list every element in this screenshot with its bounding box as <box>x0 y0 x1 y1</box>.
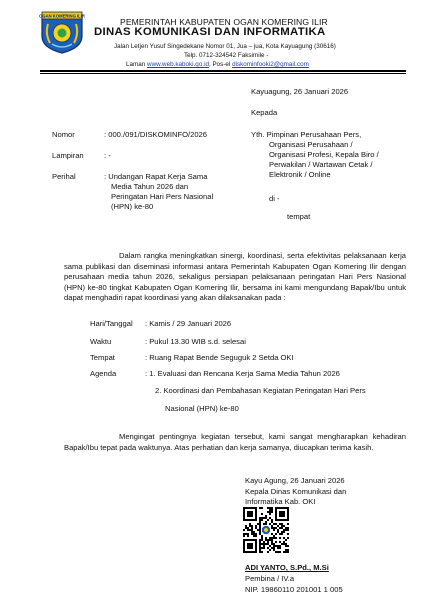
qr-module <box>285 551 287 553</box>
qr-module <box>271 533 273 535</box>
qr-module <box>263 517 265 519</box>
qr-module <box>247 529 249 531</box>
qr-module <box>257 529 259 531</box>
qr-module <box>277 551 279 553</box>
qr-module <box>269 507 271 509</box>
letterhead-web <box>126 60 309 70</box>
qr-module <box>275 541 277 543</box>
qr-module <box>249 529 251 531</box>
recipient-line-4: Perwakilan / Wartawan Cetak / <box>269 160 373 169</box>
qr-module <box>263 543 265 545</box>
qr-module <box>275 533 277 535</box>
schedule-place-value: : Ruang Rapat Bende Seguguk 2 Setda OKI <box>145 353 294 362</box>
qr-module <box>287 527 289 529</box>
qr-module <box>259 521 261 523</box>
qr-module <box>287 549 289 551</box>
qr-module <box>261 539 263 541</box>
qr-module <box>249 523 251 525</box>
qr-module <box>265 523 267 525</box>
qr-module <box>245 525 247 527</box>
qr-module <box>271 509 273 511</box>
qr-module <box>247 533 249 535</box>
qr-module <box>277 529 279 531</box>
kepada-label: Kepada <box>251 108 278 117</box>
qr-module <box>259 543 261 545</box>
qr-module <box>261 519 263 521</box>
qr-module <box>275 523 277 525</box>
qr-module <box>265 515 267 517</box>
signature-title-line-2: Informatika Kab. OKI <box>245 497 316 506</box>
logo-banner-text: OGAN KOMERING ILIR <box>39 13 85 19</box>
qr-module <box>271 527 273 529</box>
qr-module <box>259 549 261 551</box>
website-link[interactable]: www.web.kaboki.go.id <box>147 61 209 68</box>
schedule-time-label: Waktu <box>90 337 112 346</box>
qr-module <box>259 507 261 509</box>
qr-module <box>279 533 281 535</box>
qr-module <box>285 545 287 547</box>
letterhead-phone: Telp. 0712-324542 Faksimile - <box>184 52 269 59</box>
web-prefix: Laman <box>126 61 148 68</box>
agenda-item-1: : 1. Evaluasi dan Rencana Kerja Sama Media Tahun 2026 <box>145 369 340 378</box>
di-label: di - <box>269 194 280 203</box>
perihal-label: Perihal <box>52 172 76 181</box>
qr-module <box>251 529 253 531</box>
qr-module <box>283 541 285 543</box>
qr-module <box>259 545 261 547</box>
qr-module <box>271 511 273 513</box>
qr-module <box>259 531 261 533</box>
body-paragraph-1: Dalam rangka meningkatkan sinergi, koordinasi, serta efektivitas pelaksanaan kerja sama publikasi dan diseminasi informasi antara Pemerintah Kabupaten Ogan Komering Ilir dengan perusahaan media tahun 2026, sekaligus persiapan pelaksanaan peringatan Hari Pers Nasional (HPN) ke-80 tingkat Kabupaten Ogan Komering Ilir, bersama ini kami mengundang Bapak/Ibu untuk dapat menghadiri rapat koordinasi yang akan dilaksanakan pada : <box>64 251 406 303</box>
qr-module <box>263 541 265 543</box>
qr-module <box>265 521 267 523</box>
qr-module <box>269 517 271 519</box>
qr-module <box>271 537 273 539</box>
qr-module <box>275 527 277 529</box>
qr-module <box>271 539 273 541</box>
qr-module <box>251 527 253 529</box>
qr-module <box>285 549 287 551</box>
qr-module <box>271 507 273 509</box>
qr-module <box>273 527 275 529</box>
qr-module <box>273 537 275 539</box>
qr-module <box>271 521 273 523</box>
qr-module <box>251 531 253 533</box>
qr-module <box>283 537 285 539</box>
qr-module <box>269 549 271 551</box>
qr-module <box>273 529 275 531</box>
qr-module <box>267 507 269 509</box>
qr-module <box>263 523 265 525</box>
qr-module <box>279 547 281 549</box>
perihal-line-1: : Undangan Rapat Kerja Sama <box>104 172 208 181</box>
qr-module <box>277 531 279 533</box>
schedule-date-label: Hari/Tanggal <box>90 319 133 328</box>
qr-module <box>243 535 245 537</box>
agenda-item-2-line-1: 2. Koordinasi dan Pembahasan Kegiatan Peringatan Hari Pers <box>155 386 366 395</box>
qr-module <box>247 527 249 529</box>
qr-module <box>281 523 283 525</box>
qr-module <box>279 537 281 539</box>
qr-module <box>287 523 289 525</box>
signatory-rank: Pembina / IV.a <box>245 574 295 583</box>
qr-module <box>259 529 261 531</box>
qr-module <box>271 519 273 521</box>
qr-module <box>267 539 269 541</box>
qr-module <box>261 547 263 549</box>
lampiran-value: : - <box>104 151 111 160</box>
qr-module <box>269 539 271 541</box>
qr-module <box>253 535 255 537</box>
qr-module <box>267 519 269 521</box>
qr-module <box>281 531 283 533</box>
qr-module <box>245 533 247 535</box>
qr-module <box>285 539 287 541</box>
schedule-place-label: Tempat <box>90 353 115 362</box>
qr-center-emblem <box>261 525 271 535</box>
qr-module <box>271 543 273 545</box>
qr-module <box>243 533 245 535</box>
qr-module <box>279 551 281 553</box>
qr-module <box>255 533 257 535</box>
qr-module <box>253 531 255 533</box>
email-prefix: , Pos-el <box>208 61 233 68</box>
qr-module <box>277 525 279 527</box>
perihal-line-3: Peringatan Hari Pers Nasional <box>111 192 214 201</box>
schedule-agenda-label: Agenda <box>90 369 117 378</box>
qr-module <box>277 545 279 547</box>
schedule-time-value: : Pukul 13.30 WIB s.d. selesai <box>145 337 246 346</box>
qr-module <box>273 543 275 545</box>
qr-module <box>247 535 249 537</box>
qr-module <box>281 525 283 527</box>
qr-module <box>279 545 281 547</box>
qr-module <box>251 533 253 535</box>
qr-module <box>269 513 271 515</box>
qr-module <box>279 527 281 529</box>
qr-module <box>259 525 261 527</box>
qr-module <box>277 547 279 549</box>
email-link[interactable]: diskominfooki2@gmail.com <box>232 61 309 68</box>
signature-qr-code <box>243 507 289 553</box>
qr-module <box>269 537 271 539</box>
qr-module <box>259 527 261 529</box>
qr-module <box>271 541 273 543</box>
letter-date: Kayuagung, 26 Januari 2026 <box>251 87 349 96</box>
qr-module <box>261 543 263 545</box>
qr-module <box>255 525 257 527</box>
qr-module <box>269 509 271 511</box>
recipient-line-5: Elektronik / Online <box>269 170 331 179</box>
letterhead-department: DINAS KOMUNIKASI DAN INFORMATIKA <box>94 26 326 38</box>
qr-module <box>267 551 269 553</box>
letterhead-rule-thin <box>40 73 406 74</box>
qr-module <box>265 517 267 519</box>
qr-module <box>283 543 285 545</box>
recipient-line-2: Organisasi Perusahaan / <box>269 140 353 149</box>
qr-module <box>257 523 259 525</box>
qr-module <box>269 511 271 513</box>
qr-module <box>259 533 261 535</box>
qr-module <box>283 531 285 533</box>
body-paragraph-2: Mengingat pentingnya kegiatan tersebut, kami sangat mengharapkan kehadiran Bapak/Ibu tepat pada waktunya. Atas perhatian dan kerja samanya, diucapkan terima kasih. <box>64 432 406 452</box>
tempat-label: tempat <box>287 212 311 221</box>
qr-module <box>263 545 265 547</box>
qr-module <box>275 537 277 539</box>
signature-date: Kayu Agung, 26 Januari 2026 <box>245 476 345 485</box>
qr-module <box>267 543 269 545</box>
qr-module <box>271 547 273 549</box>
signatory-nip: NIP. 19860110 201001 1 005 <box>245 585 343 594</box>
perihal-line-4: (HPN) ke-80 <box>111 202 154 211</box>
qr-module <box>281 527 283 529</box>
qr-module <box>267 541 269 543</box>
qr-module <box>261 551 263 553</box>
qr-module <box>265 537 267 539</box>
qr-module <box>263 547 265 549</box>
qr-module <box>243 529 245 531</box>
qr-module <box>275 545 277 547</box>
qr-module <box>281 533 283 535</box>
qr-module <box>261 537 263 539</box>
qr-module <box>287 545 289 547</box>
lampiran-label: Lampiran <box>52 151 84 160</box>
qr-module <box>285 527 287 529</box>
qr-module <box>279 523 281 525</box>
qr-module <box>273 545 275 547</box>
qr-module <box>287 551 289 553</box>
schedule-date-value: : Kamis / 29 Januari 2026 <box>145 319 232 328</box>
qr-module <box>269 523 271 525</box>
qr-module <box>259 519 261 521</box>
qr-module <box>281 543 283 545</box>
qr-module <box>273 523 275 525</box>
qr-module <box>279 541 281 543</box>
nomor-value: : 000./091/DISKOMINFO/2026 <box>104 130 207 139</box>
regency-logo <box>38 10 86 54</box>
perihal-line-2: Media Tahun 2026 dan <box>111 182 189 191</box>
recipient-line-3: Organisasi Profesi, Kepala Biro / <box>269 150 379 159</box>
qr-module <box>259 547 261 549</box>
qr-module <box>259 539 261 541</box>
qr-module <box>245 527 247 529</box>
qr-module <box>285 543 287 545</box>
qr-module <box>261 535 263 537</box>
qr-module <box>283 551 285 553</box>
qr-module <box>287 533 289 535</box>
qr-module <box>273 535 275 537</box>
recipient-line-1: Yth. Pimpinan Perusahaan Pers, <box>251 130 362 139</box>
qr-module <box>261 513 263 515</box>
qr-module <box>273 549 275 551</box>
qr-module <box>283 529 285 531</box>
qr-module <box>261 517 263 519</box>
qr-module <box>267 547 269 549</box>
qr-module <box>259 541 261 543</box>
qr-module <box>249 525 251 527</box>
qr-module <box>265 539 267 541</box>
qr-module <box>271 525 273 527</box>
signature-title-line-1: Kepala Dinas Komunikasi dan <box>245 487 347 496</box>
letterhead-government: PEMERINTAH KABUPATEN OGAN KOMERING ILIR <box>120 17 328 27</box>
nomor-label: Nomor <box>52 130 75 139</box>
qr-module <box>287 529 289 531</box>
signatory-name: ADI YANTO, S.Pd., M.Si <box>245 563 329 572</box>
qr-module <box>267 511 269 513</box>
qr-module <box>287 537 289 539</box>
qr-module <box>261 507 263 509</box>
qr-module <box>269 545 271 547</box>
qr-module <box>259 551 261 553</box>
qr-module <box>251 525 253 527</box>
letterhead-address: Jalan Letjen Yusuf Singedekane Nomor 01, Jua – jua, Kota Kayuagung (30616) <box>114 43 336 50</box>
qr-module <box>273 547 275 549</box>
qr-module <box>285 529 287 531</box>
agenda-item-2-line-2: Nasional (HPN) ke-80 <box>165 404 239 413</box>
qr-module <box>283 525 285 527</box>
qr-module <box>253 533 255 535</box>
qr-module <box>275 551 277 553</box>
qr-module <box>255 527 257 529</box>
qr-module <box>259 517 261 519</box>
letterhead-rule-thick <box>40 70 406 72</box>
qr-module <box>265 543 267 545</box>
qr-module <box>255 535 257 537</box>
qr-module <box>259 523 261 525</box>
